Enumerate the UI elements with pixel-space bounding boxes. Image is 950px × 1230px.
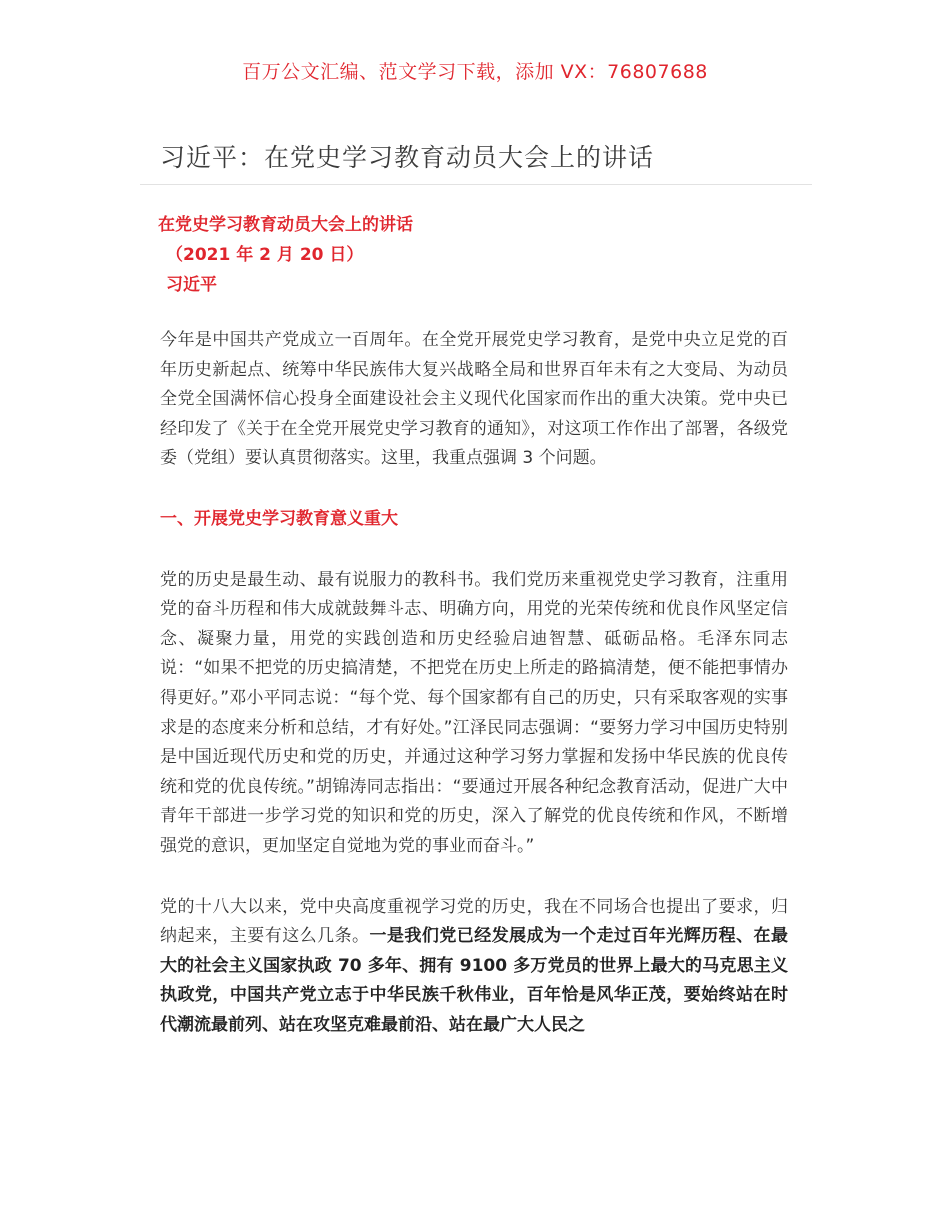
requirements-paragraph	[160, 893, 788, 1041]
section-heading-1: 一、开展党史学习教育意义重大	[160, 508, 398, 529]
speech-author: 习近平	[166, 275, 217, 295]
article-body	[160, 326, 788, 1040]
page-title: 习近平：在党史学习教育动员大会上的讲话	[160, 143, 655, 172]
speech-header	[158, 210, 798, 300]
requirements-point-1: 一是我们党已经发展成为一个走过百年光辉历程、在最大的社会主义国家执政 70 多年、拥有 9100 多万党员的世界上最大的马克思主义执政党，中国共产党立志于中华民族千秋伟业，百年恰是风华正茂，要始终站在时代潮流最前列、站在攻坚克难最前沿、站在最广大人民之	[160, 926, 789, 1035]
title-divider	[140, 184, 812, 185]
speech-date: （2021 年 2 月 20 日）	[166, 245, 364, 265]
speech-title: 在党史学习教育动员大会上的讲话	[158, 215, 413, 235]
requirements-lead: 党的十八大以来，党中央高度重视学习党的历史，我在不同场合也提出了要求，归纳起来，主要有这么几条。	[160, 896, 788, 947]
history-paragraph: 党的历史是最生动、最有说服力的教科书。我们党历来重视党史学习教育，注重用党的奋斗历程和伟大成就鼓舞斗志、明确方向，用党的光荣传统和优良作风坚定信念、凝聚力量，用党的实践创造和历史经验启迪智慧、砥砺品格。毛泽东同志说：“如果不把党的历史搞清楚，不把党在历史上所走的路搞清楚，便不能把事情办得更好。”邓小平同志说：“每个党、每个国家都有自己的历史，只有采取客观的实事求是的态度来分析和总结，才有好处。”江泽民同志强调：“要努力学习中国历史特别是中国近现代历史和党的历史，并通过这种学习努力掌握和发扬中华民族的优良传统和党的优良传统。”胡锦涛同志指出：“要通过开展各种纪念教育活动，促进广大中青年干部进一步学习党的知识和党的历史，深入了解党的优良传统和作风，不断增强党的意识，更加坚定自觉地为党的事业而奋斗。”	[160, 569, 788, 856]
promo-banner: 百万公文汇编、范文学习下载，添加 VX：76807688	[242, 61, 708, 83]
intro-paragraph: 今年是中国共产党成立一百周年。在全党开展党史学习教育，是党中央立足党的百年历史新起点、统筹中华民族伟大复兴战略全局和世界百年未有之大变局、为动员全党全国满怀信心投身全面建设社会主义现代化国家而作出的重大决策。党中央已经印发了《关于在全党开展党史学习教育的通知》，对这项工作作出了部署，各级党委（党组）要认真贯彻落实。这里，我重点强调 3 个问题。	[160, 330, 788, 469]
